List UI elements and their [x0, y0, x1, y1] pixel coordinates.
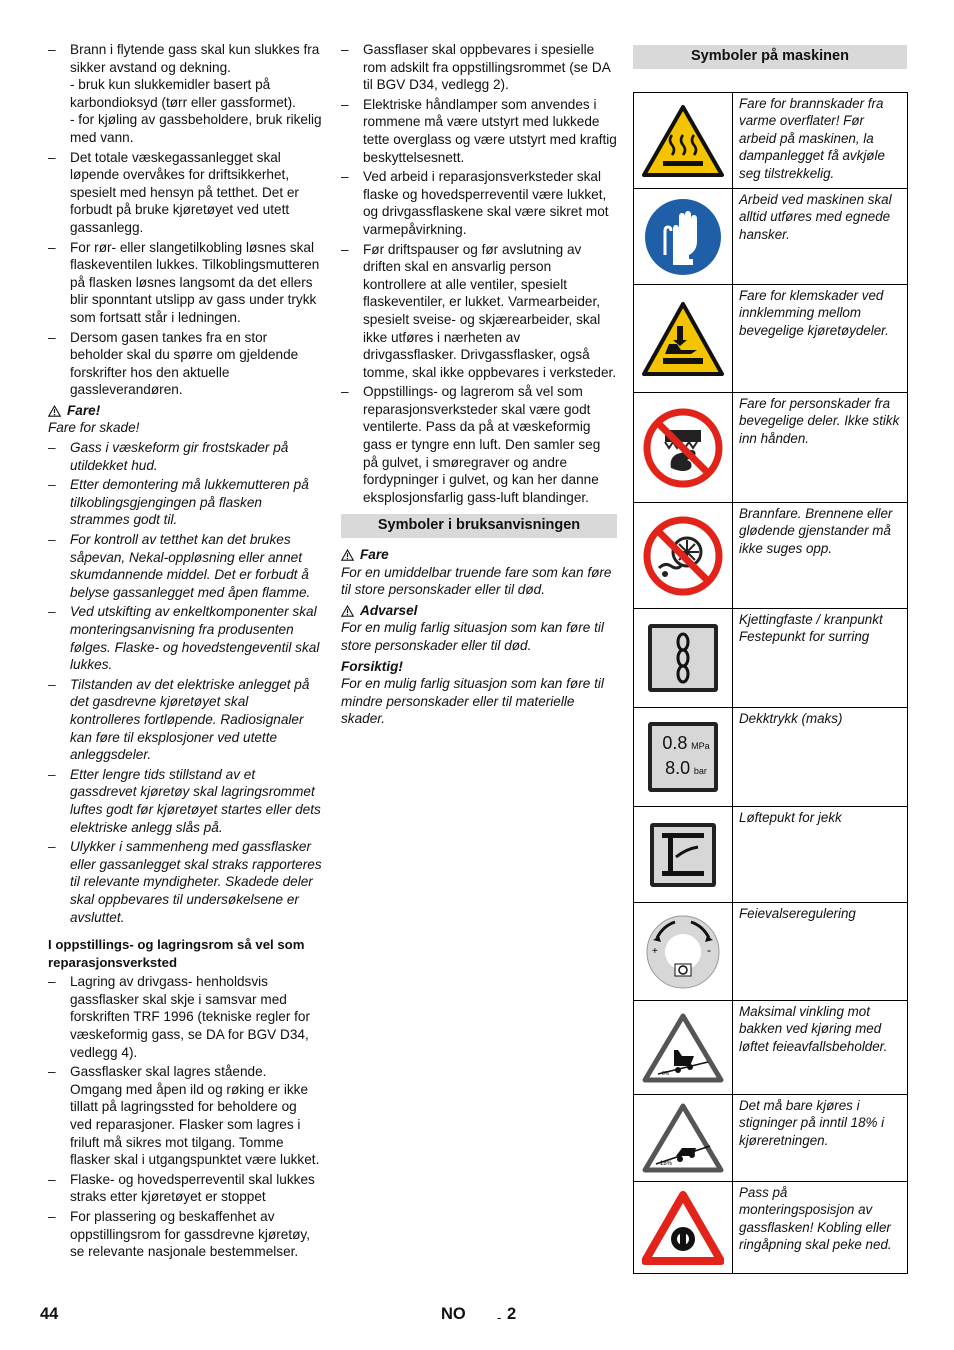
table-row: [634, 285, 908, 393]
pressure-mpa-unit: MPa: [691, 741, 710, 751]
warning-triangle-icon: [48, 405, 61, 417]
list-item: – Oppstillings- og lagrerom så vel som reparasjonsverksteder skal være godt ventilerte. Pass da på at væskeformig gass er tyngre enn luft. Den samler seg på gulvet, i smøregraver og andre fordypninger i gulvet, og kan her danne eksplosjonsfarlig gass-luft blandinger.: [341, 383, 617, 506]
gas-bottle-position-icon: [642, 1191, 724, 1265]
max-slope-warning-icon: [642, 1102, 724, 1174]
list-item: – For rør- eller slangetilkobling løsnes skal flaskeventilen lukkes. Tilkoblingsmutteren på flasken løsnes langsomt da det ellers blir sponntant utslipp av gass under trykk som fortsatt står i ledningen.: [48, 239, 322, 327]
symbol-description: Fare for personskader fra bevegelige deler. Ikke stikk inn hånden.: [733, 393, 908, 503]
forsiktig-text: For en mulig farlig situasjon som kan føre til mindre personskader eller til materielle skader.: [341, 676, 604, 727]
section-title-manual-symbols: Symboler i bruksanvisningen: [341, 514, 617, 538]
table-row: [634, 1182, 908, 1274]
symbol-description: Pass på monteringsposisjon av gassflasken! Kobling eller ringåpning skal peke ned.: [733, 1182, 908, 1274]
symbol-cell: [634, 807, 733, 903]
symbol-description: Det må bare kjøres i stigninger på inntil 18% i kjøreretningen.: [733, 1095, 908, 1182]
jack-point-icon: [648, 821, 718, 889]
list-item: – Etter demontering må lukkemutteren på tilkoblingsgjengingen på flasken strammes godt til.: [48, 476, 322, 529]
storage-list-continued: [341, 41, 617, 506]
gas-safety-list: [48, 41, 322, 399]
max-tilt-warning-icon: [642, 1012, 724, 1084]
tire-pressure-icon: [648, 722, 718, 792]
list-item: – Dersom gasen tankes fra en stor beholder skal du spørre om gjeldende forskrifter hos den aktuelle gassleverandøren.: [48, 329, 322, 399]
symbol-description: Fare for klemskader ved innklemming mellom bevegelige kjøretøydeler.: [733, 285, 908, 393]
storage-heading: I oppstillings- og lagringsrom så vel som reparasjonsverksted: [48, 937, 305, 970]
language-code: NO: [441, 1305, 466, 1323]
symbol-description: Løftepukt for jekk: [733, 807, 908, 903]
table-row: [634, 1095, 908, 1182]
symbol-cell: [634, 93, 733, 189]
list-item: – Lagring av drivgass- henholdsvis gassflasker skal skje i samsvar med forskriften TRF 1996 (tekniske regler for væskeformig gass, se DA for BGV D34, vedlegg 4).: [48, 973, 322, 1061]
sub-item: - bruk kun slukkemidler basert på karbondioksyd (tørr eller gassformet).: [70, 77, 296, 110]
pressure-mpa-value: 0.8: [662, 733, 688, 753]
symbol-description: Dekktrykk (maks): [733, 708, 908, 807]
symbol-cell: [634, 1095, 733, 1182]
pressure-bar-unit: bar: [693, 766, 707, 776]
symbol-cell: [634, 393, 733, 503]
table-row: [634, 503, 908, 609]
table-row: [634, 609, 908, 708]
symbol-cell: [634, 285, 733, 393]
table-row: [634, 708, 908, 807]
no-hand-reach-icon: [641, 406, 725, 490]
list-item: – Ulykker i sammenheng med gassflasker eller gassanlegget skal straks rapporteres til relevante myndigheter. Skadede deler skal oppbevares til undersøkelsene er avsluttet.: [48, 838, 322, 926]
danger-text: Fare for skade!: [48, 420, 140, 436]
table-row: [634, 1001, 908, 1095]
list-item: – Gass i væskeform gir frostskader på utildekket hud.: [48, 439, 322, 474]
storage-list: [48, 973, 322, 1261]
symbol-cell: [634, 1182, 733, 1274]
list-item: – Brann i flytende gass skal kun slukkes fra sikker avstand og dekning. - bruk kun slukkemidler basert på karbondioksyd (tørr eller gassformet). - for kjøling av gassbeholdere, bruk rikelig med vann.: [48, 41, 322, 147]
advarsel-text: For en mulig farlig situasjon som kan føre til store personskader eller til død.: [341, 620, 604, 653]
svg-text:-: -: [707, 942, 711, 957]
sub-page-number: 2: [507, 1305, 517, 1323]
tilt-angle-label: 0%: [662, 1070, 670, 1077]
symbol-cell: [634, 903, 733, 1001]
sweeper-roller-adjust-icon: [643, 912, 723, 992]
list-item: – Flaske- og hovedsperreventil skal lukkes straks etter kjøretøyet er stoppet: [48, 1171, 322, 1206]
symbol-description: Kjettingfaste / kranpunkt Festepunkt for surring: [733, 609, 908, 708]
table-row: [634, 393, 908, 503]
column-3: [633, 41, 907, 77]
chain-anchor-icon: [646, 622, 720, 694]
list-item: – Før driftspauser og før avslutning av driften skal en ansvarlig person kontrollere at alle ventiler, spesielt flaskeventiler, er lukket. Varmearbeider, spesielt sveise- og skjærearbeider, skal ikke utføres i nærheten av drivgassflasker. Drivgassflasker, også tomme, skal ikke oppbevares i verksteder.: [341, 241, 617, 382]
column-1: [48, 41, 322, 1263]
symbol-description: Brannfare. Brennene eller glødende gjenstander må ikke suges opp.: [733, 503, 908, 609]
column-2: [341, 41, 617, 730]
footer-dash: -: [497, 1310, 502, 1325]
list-item: – Etter lengre tids stillstand av et gassdrevet kjøretøy skal lagringsrommet luftes godt før kjøretøyet startes eller dets elektriske anlegg slås på.: [48, 766, 322, 836]
sub-item: - for kjøling av gassbeholdere, bruk rikelig med vann.: [70, 112, 322, 145]
section-title-machine-symbols: Symboler på maskinen: [633, 45, 907, 69]
fare-heading: Fare: [341, 546, 617, 564]
warning-triangle-icon: [341, 605, 354, 617]
table-row: [634, 903, 908, 1001]
fare-text: For en umiddelbar truende fare som kan føre til store personskader eller til død.: [341, 564, 612, 598]
hot-surface-warning-icon: [641, 103, 725, 179]
forsiktig-heading: Forsiktig!: [341, 658, 403, 674]
list-item: – Gassflaser skal oppbevares i spesielle rom adskilt fra oppstillingsrommet (se DA til BGV D34, vedlegg 2).: [341, 41, 617, 94]
warning-triangle-icon: [341, 549, 354, 561]
symbol-cell: [634, 189, 733, 285]
list-item: – Tilstanden av det elektriske anlegget på det gasdrevne kjøretøyet skal kontrolleres fortløpende. Radiosignaler kan føre til eksplosjoner ved utette anleggsdeler.: [48, 676, 322, 764]
list-item: – For kontroll av tetthet kan det brukes såpevan, Nekal-oppløsning eller annet skumdannende middel. Det er forbudt å belyse gassanlegget med åpen flamme.: [48, 531, 322, 601]
list-item: – Det totale væskegassanlegget skal løpende overvåkes for driftsikkerhet, spesielt med hensyn på tetthet. Det er forbudt på bruke kjøretøyet ved utett gassanlegg.: [48, 149, 322, 237]
danger-heading: Fare!: [48, 402, 322, 420]
slope-percent-label: 18%: [660, 1161, 673, 1167]
page-number: 44: [40, 1305, 59, 1323]
machine-symbols-table: [633, 92, 908, 1274]
gloves-mandatory-icon: [643, 197, 723, 277]
symbol-cell: [634, 609, 733, 708]
danger-list: [48, 439, 322, 926]
list-item: – Ved utskifting av enkeltkomponenter skal monteringsanvisning fra produsenten følges. Flaske- og hovedstengeventil skal lukkes.: [48, 603, 322, 673]
table-row: [634, 189, 908, 285]
symbol-description: Maksimal vinkling mot bakken ved kjøring med løftet feieavfallsbeholder.: [733, 1001, 908, 1095]
table-row: [634, 807, 908, 903]
list-item: – For plassering og beskaffenhet av oppstillingsrom for gassdrevne kjøretøy, se relevante nasjonale bestemmelser.: [48, 1208, 322, 1261]
symbol-cell: [634, 1001, 733, 1095]
symbol-cell: [634, 708, 733, 807]
svg-text:+: +: [652, 945, 658, 957]
symbol-description: Fare for brannskader fra varme overflater! Før arbeid på maskinen, la dampanlegget få avkjøle seg tilstrekkelig.: [733, 93, 908, 189]
list-item: – Ved arbeid i reparasjonsverksteder skal flaske og hovedsperreventil være lukket, og drivgassflaskene skal være sikret mot varmepåvirkning.: [341, 168, 617, 238]
symbol-description: Arbeid ved maskinen skal alltid utføres med egnede hansker.: [733, 189, 908, 285]
no-hot-debris-icon: [641, 514, 725, 598]
advarsel-heading: Advarsel: [341, 602, 617, 620]
crush-hazard-icon: [641, 300, 725, 378]
pressure-bar-value: 8.0: [665, 758, 691, 778]
symbol-cell: [634, 503, 733, 609]
symbol-description: Feievalseregulering: [733, 903, 908, 1001]
list-item: – Gassflasker skal lagres stående. Omgang med åpen ild og røking er ikke tillatt på lagringssted for beholdere og ved reparasjoner. Flasker som lagres i friluft må sikres mot tilgang. Tomme flasker skal i utgangspunktet være lukket.: [48, 1063, 322, 1169]
table-row: [634, 93, 908, 189]
list-item: – Elektriske håndlamper som anvendes i rommene må være utstyrt med lukkede tette overglass og være utstyrt med kraftig beskyttelsesnett.: [341, 96, 617, 166]
